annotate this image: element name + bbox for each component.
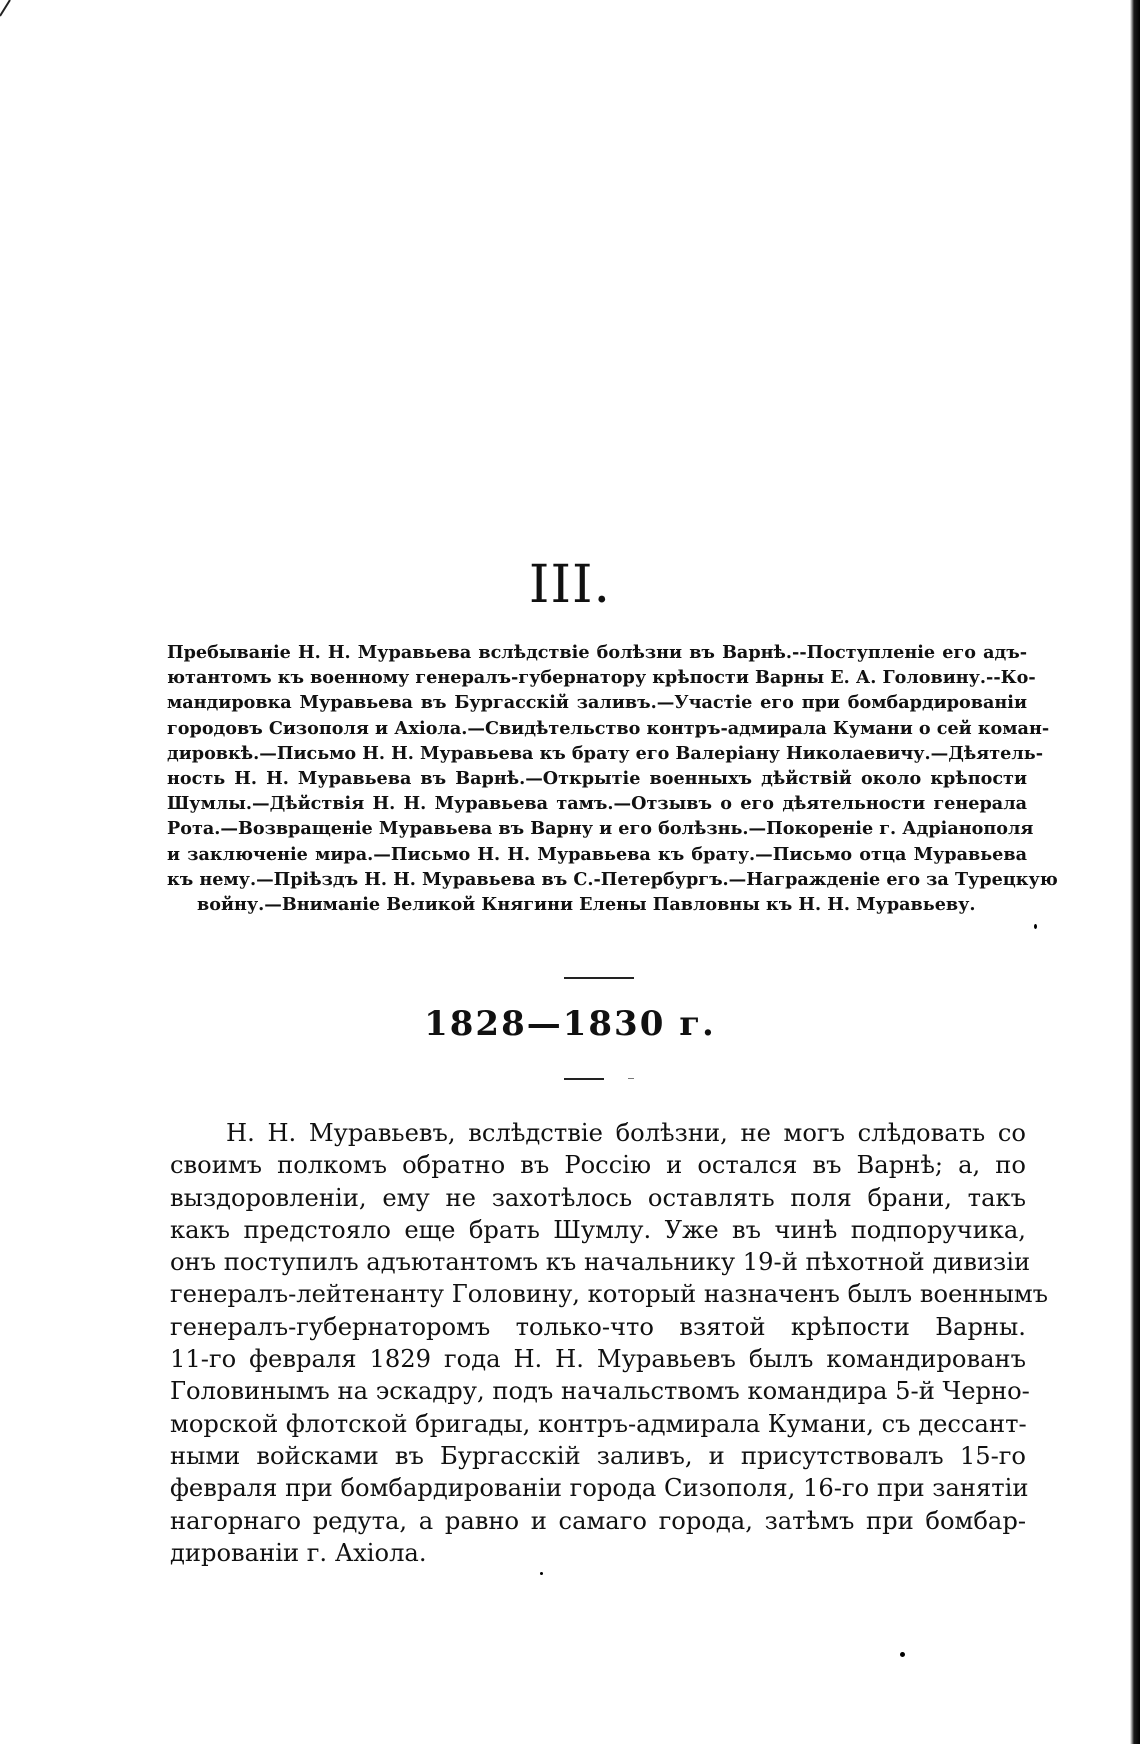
body-line: ными войсками въ Бургасскій заливъ, и присутствовалъ 15-го — [170, 1441, 1026, 1470]
body-line: Н. Н. Муравьевъ, вслѣдствіе болѣзни, не могъ слѣдовать со — [226, 1119, 1026, 1147]
body-line: своимъ полкомъ обратно въ Россію и остался въ Варнѣ; а, по — [170, 1151, 1026, 1180]
body-line: 11-го февраля 1829 года Н. Н. Муравьевъ былъ командированъ — [170, 1345, 1026, 1374]
corner-scan-mark — [0, 0, 30, 20]
body-line: какъ предстояло еще брать Шумлу. Уже въ чинѣ подпоручика, — [170, 1215, 1026, 1244]
summary-line: Рота.—Возвращеніе Муравьева въ Варну и его болѣзнь.—Покореніе г. Адріанополя — [167, 818, 1034, 840]
summary-line: ютантомъ къ военному генералъ-губернатору крѣпости Варны Е. А. Головину.--Ко- — [167, 667, 1036, 689]
section-divider-bottom-dash — [628, 1078, 634, 1079]
page-edge-shadow — [1130, 0, 1140, 1744]
ink-speck — [1034, 924, 1037, 929]
summary-line: ность Н. Н. Муравьева въ Варнѣ.—Открытіе военныхъ дѣйствій около крѣпости — [167, 768, 1027, 790]
body-line: онъ поступилъ адъютантомъ къ начальнику 19-й пѣхотной дивизіи — [170, 1248, 1031, 1277]
body-paragraph — [170, 1117, 1049, 1569]
ink-speck — [540, 1572, 543, 1575]
body-line: выздоровленіи, ему не захотѣлось оставлять поля брани, такъ — [170, 1183, 1026, 1212]
body-line: генералъ-лейтенанту Головину, который назначенъ былъ военнымъ — [170, 1280, 1049, 1309]
summary-line: Шумлы.—Дѣйствія Н. Н. Муравьева тамъ.—Отзывъ о его дѣятельности генерала — [167, 793, 1027, 815]
chapter-number: III. — [528, 555, 612, 615]
summary-line: и заключеніе мира.—Письмо Н. Н. Муравьева къ брату.—Письмо отца Муравьева — [167, 843, 1027, 865]
ink-speck — [900, 1652, 905, 1657]
chapter-summary — [167, 640, 1058, 917]
body-line: нагорнаго редута, а равно и самаго города, затѣмъ при бомбар- — [170, 1506, 1026, 1535]
body-line: Головинымъ на эскадру, подъ начальствомъ командира 5-й Черно- — [170, 1377, 1030, 1406]
section-divider-top — [564, 977, 634, 979]
section-years-heading: 1828—1830 г. — [424, 1004, 716, 1044]
summary-line: къ нему.—Пріѣздъ Н. Н. Муравьева въ С.-Петербургъ.—Награжденіе его за Турецкую — [167, 868, 1058, 890]
summary-line: Пребываніе Н. Н. Муравьева вслѣдствіе болѣзни въ Варнѣ.--Поступленіе его адъ- — [167, 642, 1027, 663]
body-line: морской флотской бригады, контръ-адмирала Кумани, съ дессант- — [170, 1409, 1027, 1438]
section-divider-bottom — [564, 1078, 604, 1080]
summary-line: дировкѣ.—Письмо Н. Н. Муравьева къ брату его Валеріану Николаевичу.—Дѣятель- — [167, 742, 1043, 764]
summary-line: мандировка Муравьева въ Бургасскій заливъ.—Участіе его при бомбардированіи — [167, 692, 1027, 714]
body-line: дированіи г. Ахіола. — [170, 1538, 427, 1567]
summary-line: войну.—Вниманіе Великой Княгини Елены Павловны къ Н. Н. Муравьеву. — [197, 894, 976, 916]
body-line: генералъ-губернаторомъ только-что взятой крѣпости Варны. — [170, 1312, 1026, 1341]
summary-line: городовъ Сизополя и Ахіола.—Свидѣтельство контръ-адмирала Кумани о сей коман- — [167, 717, 1050, 739]
body-line: февраля при бомбардированіи города Сизополя, 16-го при занятіи — [170, 1474, 1029, 1503]
